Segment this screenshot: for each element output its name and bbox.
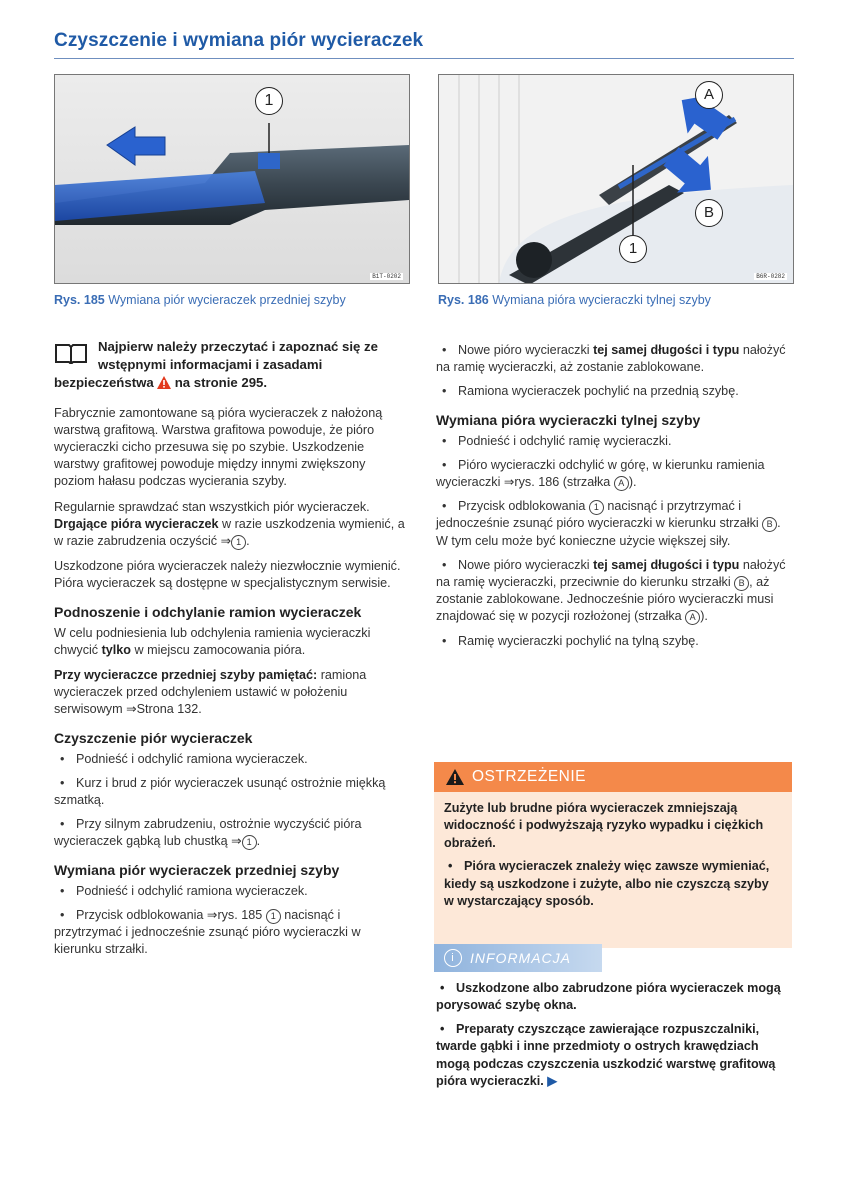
figure-185-caption	[54, 292, 404, 309]
bullet: •	[440, 981, 445, 995]
info-title: INFORMACJA	[470, 950, 571, 966]
caption-number: Rys. 185	[54, 293, 105, 307]
list-item	[54, 751, 406, 768]
ref-A-icon: A	[614, 476, 629, 491]
figure-code: B6R-0282	[756, 273, 785, 280]
bullet: •	[448, 859, 453, 874]
text: nałożyć na ramię wycieraczki, aż zostanie zablokowane.	[436, 343, 786, 375]
section-heading: Podnoszenie i odchylanie ramion wycieraczek	[54, 603, 362, 620]
text: ).	[700, 609, 708, 624]
text: , aż zostanie zablokowane. Jednocześnie pióro wycieraczki musi znajdować się w pozycji rozłożonej (strzałka	[436, 575, 774, 624]
list-item	[54, 907, 406, 959]
bullet: •	[442, 343, 447, 357]
text: Podnieść i odchylić ramiona wycieraczek.	[76, 751, 308, 766]
callout-1: 1	[255, 87, 283, 115]
warning-header	[434, 762, 792, 792]
intro-note	[54, 338, 406, 393]
paragraph: Uszkodzone pióra wycieraczek należy niezwłocznie wymienić. Pióra wycieraczek są dostępne w specjalistycznym serwisie.	[54, 559, 401, 591]
warning-paragraph: Zużyte lub brudne pióra wycieraczek zmniejszają widoczność i podwyższają ryzyko wypadku i ciężkich obrażeń.	[444, 801, 764, 850]
list-item	[54, 775, 406, 809]
text: Podnieść i odchylić ramię wycieraczki.	[458, 433, 672, 448]
callout-A: A	[695, 81, 723, 109]
text: nacisnąć i przytrzymać i jednocześnie zsunąć pióro wycieraczki w kierunku strzałki.	[54, 907, 361, 957]
bold-text: Drgające pióra wycieraczek	[54, 516, 219, 531]
right-column	[436, 342, 792, 657]
text: Uszkodzone albo zabrudzone pióra wycieraczek mogą porysować szybę okna.	[436, 981, 781, 1013]
warning-body	[434, 792, 792, 910]
bullet: •	[60, 817, 65, 832]
figure-186-caption	[438, 292, 792, 309]
text: .	[256, 834, 261, 849]
text: Podnieść i odchylić ramiona wycieraczek.	[76, 883, 308, 898]
caption-number: Rys. 186	[438, 293, 489, 307]
warning-triangle-icon	[157, 376, 171, 389]
bold-text: Przy wycieraczce przedniej szyby pamiętać:	[54, 668, 318, 683]
bullet: •	[60, 907, 65, 922]
ref-1-icon: 1	[589, 500, 604, 515]
section-heading: Wymiana pióra wycieraczki tylnej szyby	[436, 411, 701, 428]
text: w razie uszkodzenia wymienić, a w razie zabrudzenia oczyścić ⇒	[54, 516, 405, 549]
list-item	[436, 383, 792, 400]
bullet: •	[442, 557, 447, 572]
text: w miejscu zamocowania pióra.	[134, 642, 306, 657]
list-item	[436, 457, 792, 491]
figure-186-image	[438, 74, 794, 284]
book-icon	[54, 342, 88, 364]
ref-1-icon: 1	[266, 909, 281, 924]
text: Pióro wycieraczki odchylić w górę, w kierunku ramienia wycieraczki ⇒rys. 186 (strzałka	[436, 457, 765, 490]
bullet: •	[442, 433, 447, 448]
text: .	[246, 534, 250, 549]
title-divider	[54, 58, 794, 59]
bullet: •	[442, 457, 447, 472]
figure-code: B1T-0202	[372, 273, 401, 280]
list-item	[436, 633, 792, 650]
continue-arrow-icon: ▶	[547, 1074, 557, 1089]
ref-A-icon: A	[685, 610, 700, 625]
text: Kurz i brud z piór wycieraczek usunąć ostrożnie miękką szmatką.	[54, 775, 386, 808]
caption-text: Wymiana piór wycieraczek przedniej szyby	[108, 293, 346, 307]
bullet: •	[442, 633, 447, 648]
text: Przy silnym zabrudzeniu, ostrożnie wyczyścić pióra wycieraczek gąbką lub chustką ⇒	[54, 817, 362, 849]
bullet: •	[440, 1021, 445, 1036]
ref-B-icon: B	[762, 517, 777, 532]
rear-wiper-illustration	[439, 75, 793, 283]
callout-B: B	[695, 199, 723, 227]
text: W celu podniesienia lub odchylenia ramienia wycieraczki chwycić	[54, 625, 371, 657]
text: nałożyć na ramię wycieraczki, przeciwnie do kierunku strzałki	[436, 557, 786, 590]
bullet: •	[442, 499, 447, 514]
bold-text: tej samej długości i typu	[593, 343, 740, 357]
text: Ramię wycieraczki pochylić na tylną szybę.	[458, 633, 699, 648]
text: Nowe pióro wycieraczki	[458, 343, 590, 357]
info-header	[434, 944, 602, 972]
paragraph	[54, 625, 406, 659]
section-heading: Wymiana piór wycieraczek przedniej szyby	[54, 861, 340, 878]
ref-B-icon: B	[734, 576, 749, 591]
paragraph: Fabrycznie zamontowane są pióra wycieraczek z nałożoną warstwą grafitową. Warstwa grafitowa powoduje, że pióro wycieraczki cicho przesuwa się po szybie. Uszkodzenie warstwy grafitowej powoduje między innymi zwiększony poziom hałasu podczas wycierania szyby.	[54, 405, 383, 489]
warning-box	[434, 762, 792, 948]
text: Przycisk odblokowania	[458, 499, 586, 514]
list-item	[436, 557, 792, 626]
text: Pióra wycieraczek znależy więc zawsze wymieniać, kiedy są uszkodzone i zużyte, albo nie czyszczą szyby w wystarczający sposób.	[444, 859, 770, 909]
paragraph	[54, 667, 406, 719]
section-heading: Czyszczenie piór wycieraczek	[54, 729, 253, 746]
paragraph	[54, 499, 406, 551]
bullet: •	[442, 384, 447, 399]
info-body	[436, 980, 792, 1096]
text: Nowe pióro wycieraczki	[458, 557, 590, 572]
info-paragraph	[436, 1021, 792, 1091]
note-text: Najpierw należy przeczytać i zapoznać się ze wstępnymi informacjami i zasadami bezpieczeństwa	[54, 339, 378, 391]
bold-text: tylko	[101, 642, 131, 657]
list-item	[436, 433, 792, 450]
bullet: •	[60, 775, 65, 790]
bullet: •	[60, 751, 65, 766]
text: . W tym celu może być konieczne użycie większej siły.	[436, 516, 781, 548]
text: Regularnie sprawdzać stan wszystkich piór wycieraczek.	[54, 499, 370, 514]
figure-185-image	[54, 74, 410, 284]
warning-triangle-icon	[446, 769, 464, 785]
text: ramiona wycieraczek przed odchyleniem ustawić w położeniu serwisowym ⇒Strona 132.	[54, 668, 367, 717]
info-paragraph	[436, 980, 792, 1015]
page-title: Czyszczenie i wymiana piór wycieraczek	[54, 30, 424, 51]
left-column	[54, 338, 406, 965]
bullet: •	[60, 883, 65, 898]
text: Preparaty czyszczące zawierające rozpuszczalniki, twarde gąbki i inne przedmioty o ostrych krawędziach mogą podczas czyszczenia uszkodzić warstwę grafitową pióra wycieraczki.	[436, 1021, 776, 1089]
caption-text: Wymiana pióra wycieraczki tylnej szyby	[492, 293, 711, 307]
warning-title: OSTRZEŻENIE	[472, 768, 587, 785]
list-item	[54, 883, 406, 900]
note-page-ref: na stronie 295.	[174, 375, 268, 391]
front-wiper-illustration	[55, 75, 409, 283]
ref-1-icon: 1	[231, 535, 246, 550]
text: ).	[628, 475, 637, 490]
text: nacisnąć i przytrzymać i jednocześnie zsunąć pióro wycieraczki w kierunku strzałki	[436, 499, 759, 531]
text: Przycisk odblokowania ⇒rys. 185	[76, 907, 263, 922]
ref-1-icon: 1	[242, 835, 257, 850]
callout-1: 1	[619, 235, 647, 263]
list-item	[54, 816, 406, 850]
list-item	[436, 498, 792, 550]
warning-paragraph	[444, 858, 780, 910]
list-item	[436, 342, 792, 376]
text: Ramiona wycieraczek pochylić na przednią szybę.	[458, 384, 739, 399]
info-icon: i	[444, 949, 462, 967]
bold-text: tej samej długości i typu	[593, 557, 740, 572]
